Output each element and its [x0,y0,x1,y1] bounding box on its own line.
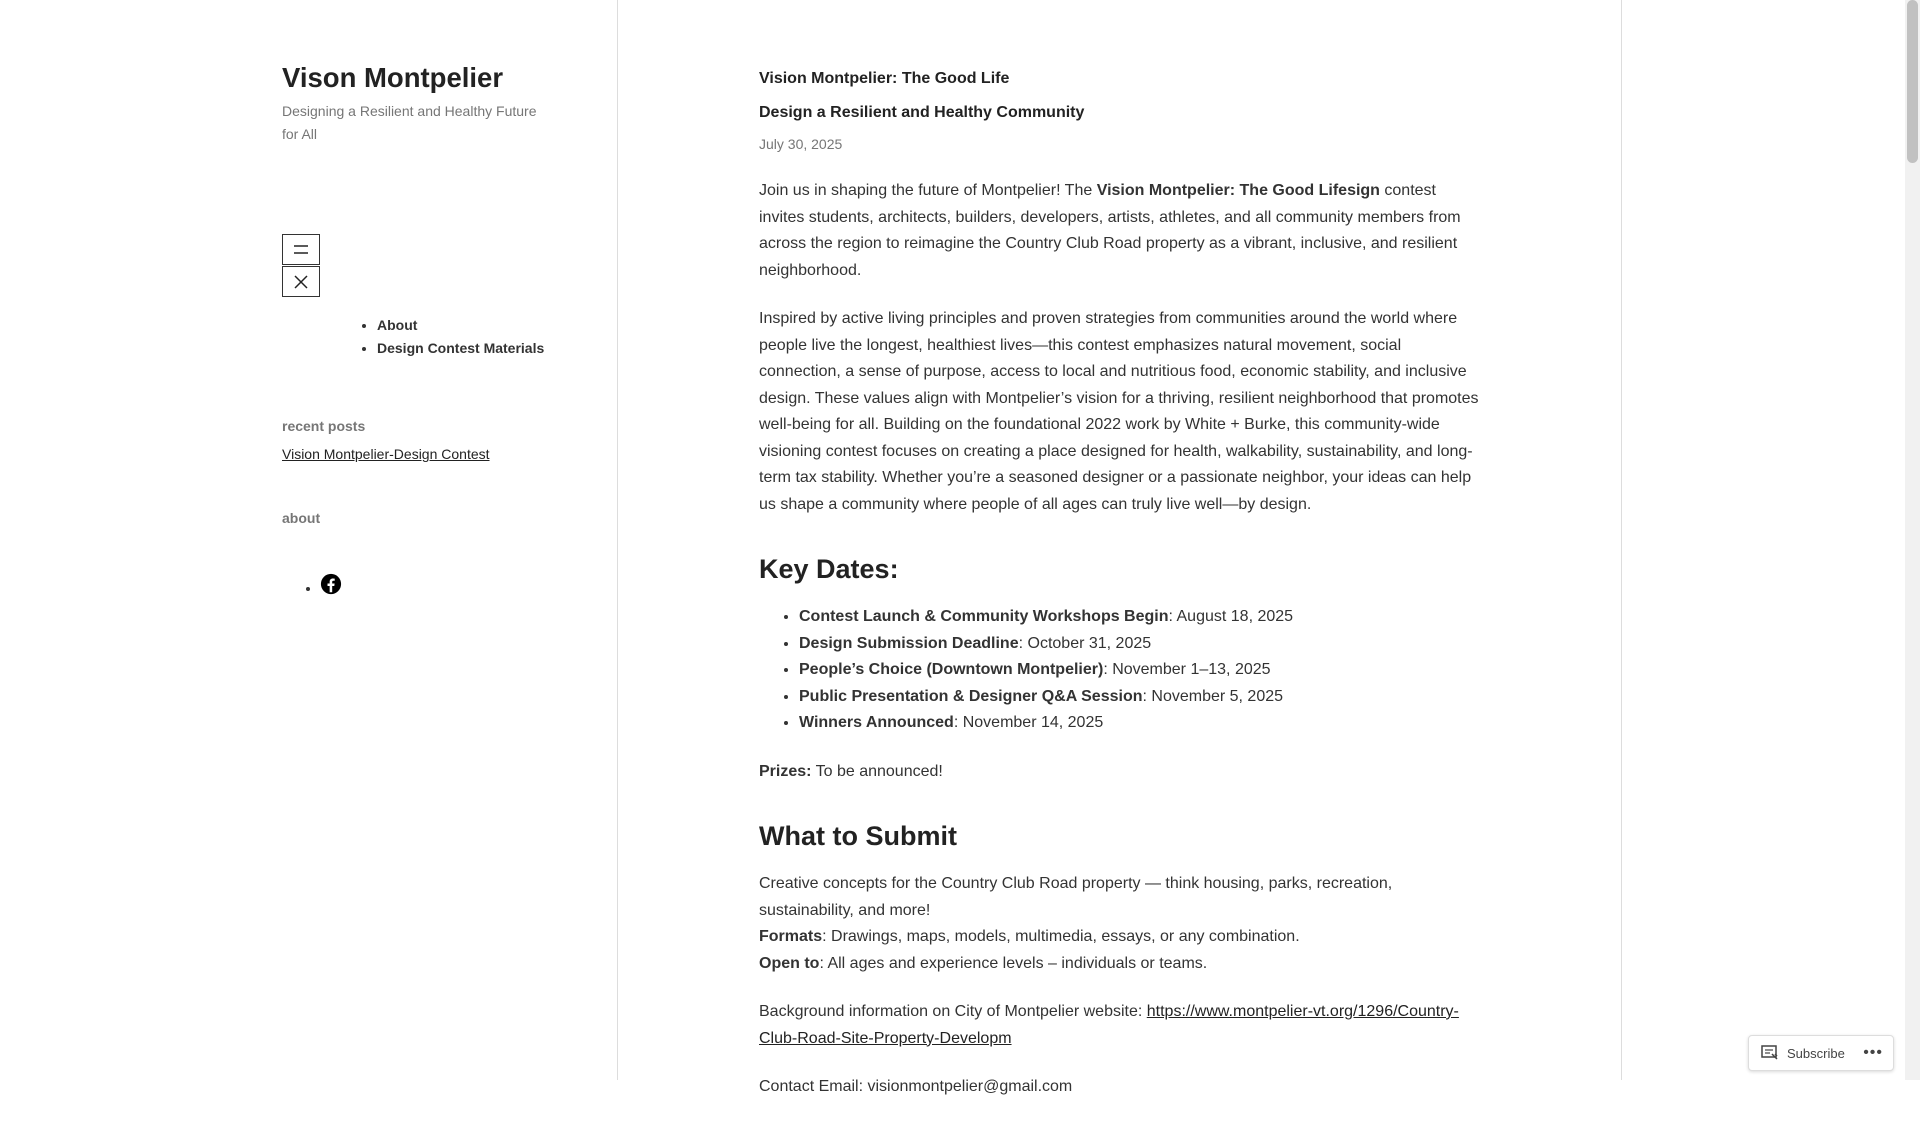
key-date-item [799,710,1479,737]
subscribe-bar [1748,1035,1894,1071]
key-date-value: : August 18, 2025 [1168,608,1294,625]
key-dates-heading: Key Dates: [759,554,899,584]
prizes-label: Prizes: [759,762,812,780]
background-link[interactable]: https://www.montpelier-vt.org/1296/Country-Club-Road-Site-Property-Developm [759,1003,1459,1047]
key-dates-list [759,604,1479,737]
page-scrollbar[interactable] [1905,0,1920,1080]
facebook-icon[interactable] [320,573,342,595]
key-date-value: : November 14, 2025 [953,714,1104,731]
contact-paragraph: Contact Email: visionmontpelier@gmail.com [759,1078,1073,1095]
open-to-value: : All ages and experience levels – individuals or teams. [819,954,1208,972]
menu-close-button[interactable] [282,266,320,297]
key-date-item [799,657,1479,684]
post-article [759,66,1479,1123]
submit-text: Creative concepts for the Country Club Road property — think housing, parks, recreation, sustainability, and more! [759,875,1393,919]
key-date-item [799,631,1479,658]
scrollbar-thumb[interactable] [1907,0,1918,163]
formats-value: : Drawings, maps, models, multimedia, essays, or any combination. [822,928,1300,945]
primary-nav [362,314,544,360]
close-icon [292,273,310,291]
site-title[interactable]: Vison Montpelier [282,62,504,93]
content-divider [1621,0,1622,1080]
key-date-label: Design Submission Deadline [799,634,1019,652]
open-to-label: Open to [759,954,820,972]
vision-paragraph: Inspired by active living principles and proven strategies from communities around the world where people live the longest, healthiest lives—this contest emphasizes natural movement, social connection, a sense of purpose, access to local and nutritious food, economic stability, and inclusive design. These values align with Montpelier’s vision for a thriving, resilient neighborhood that promotes well-being for all. Building on the foundational 2022 work by White + Burke, this community-wide visioning contest focuses on creating a place designed for health, walkability, sustainability, and long-term tax stability. Whether you’re a seasoned designer or a passionate neighbor, your ideas can help us shape a community where people of all ages can truly live well—by design. [759,310,1479,513]
post-date[interactable]: July 30, 2025 [759,136,843,152]
key-date-value: : November 1–13, 2025 [1103,661,1271,678]
submit-paragraph [759,871,1479,977]
recent-posts-title: recent posts [282,418,366,434]
subscribe-button[interactable]: Subscribe [1787,1045,1845,1061]
key-date-value: : October 31, 2025 [1018,634,1152,652]
post-title: Vision Montpelier: The Good Life [759,70,1010,87]
nav-item-design-contest-materials[interactable]: • Design Contest Materials [377,337,544,360]
intro-paragraph [759,178,1479,284]
key-date-label: Contest Launch & Community Workshops Begin [799,608,1169,625]
social-item [320,573,342,595]
what-to-submit-heading: What to Submit [759,821,957,851]
key-date-label: People’s Choice (Downtown Montpelier) [799,661,1104,678]
nav-item-about[interactable]: • About [377,314,544,337]
key-date-label: Public Presentation & Designer Q&A Session [799,687,1143,705]
contest-name: Vision Montpelier: The Good Lifesign [1096,182,1380,199]
prizes-value: To be announced! [811,762,943,780]
prizes-paragraph [759,759,1479,786]
post-subtitle: Design a Resilient and Healthy Community [759,104,1085,121]
key-date-label: Winners Announced [799,714,954,731]
more-options-icon[interactable]: ••• [1863,1044,1883,1061]
key-date-value: : November 5, 2025 [1142,687,1284,705]
key-date-item [799,604,1479,631]
intro-text: Join us in shaping the future of Montpelier! The [759,182,1097,199]
background-text: Background information on City of Montpelier website: [759,1003,1147,1020]
subscribe-icon [1761,1045,1779,1061]
key-date-item [799,684,1479,711]
sidebar-divider [617,0,618,1080]
site-tagline: Designing a Resilient and Healthy Future for All [282,103,537,142]
intro-text-continued: contest invites students, architects, builders, developers, artists, athletes, and all community members from across the region to reimagine the Country Club Road property as a vibrant, inclusive, and resilient neighborhood. [759,182,1461,279]
recent-post-link[interactable]: Vision Montpelier-Design Contest [282,446,490,462]
about-widget-title: about [282,510,321,526]
formats-label: Formats [759,928,823,945]
background-paragraph [759,999,1479,1052]
hamburger-icon [292,241,310,259]
menu-open-button[interactable] [282,234,320,265]
social-links [306,573,342,595]
